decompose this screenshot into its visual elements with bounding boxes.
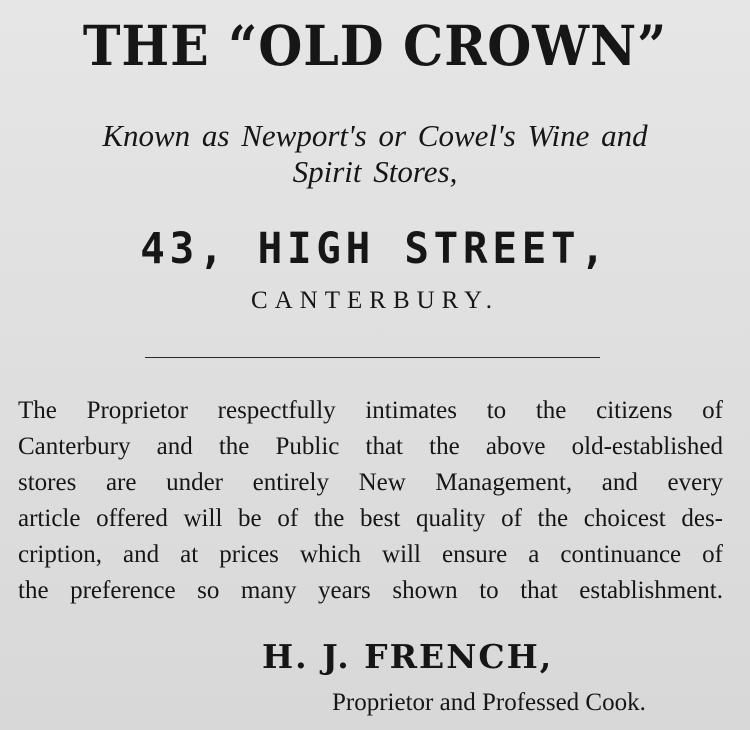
street-address: 43, HIGH STREET, <box>140 224 610 274</box>
proprietor-role: Proprietor and Professed Cook. <box>332 689 646 716</box>
body-line: cription, and at prices which will ensure a continuance of <box>18 541 723 568</box>
body-line: the preference so many years shown to that establishment. <box>18 577 723 604</box>
advert-body <box>18 393 723 609</box>
proprietor-name: H. J. FRENCH, <box>262 637 554 676</box>
city-name: CANTERBURY. <box>250 287 500 314</box>
body-line: stores are under entirely New Management, and every <box>18 469 723 496</box>
advert-title: THE “OLD CROWN” <box>82 13 668 78</box>
body-line: The Proprietor respectfully intimates to the citizens of <box>18 397 723 424</box>
body-line: Canterbury and the Public that the above old-established <box>18 433 723 460</box>
advert-subtitle <box>20 118 730 190</box>
divider-rule <box>145 357 600 358</box>
body-line: article offered will be of the best quality of the choicest des- <box>18 505 723 532</box>
subtitle-line-1: Known as Newport's or Cowel's Wine and <box>102 118 648 153</box>
subtitle-line-2: Spirit Stores, <box>292 154 458 189</box>
